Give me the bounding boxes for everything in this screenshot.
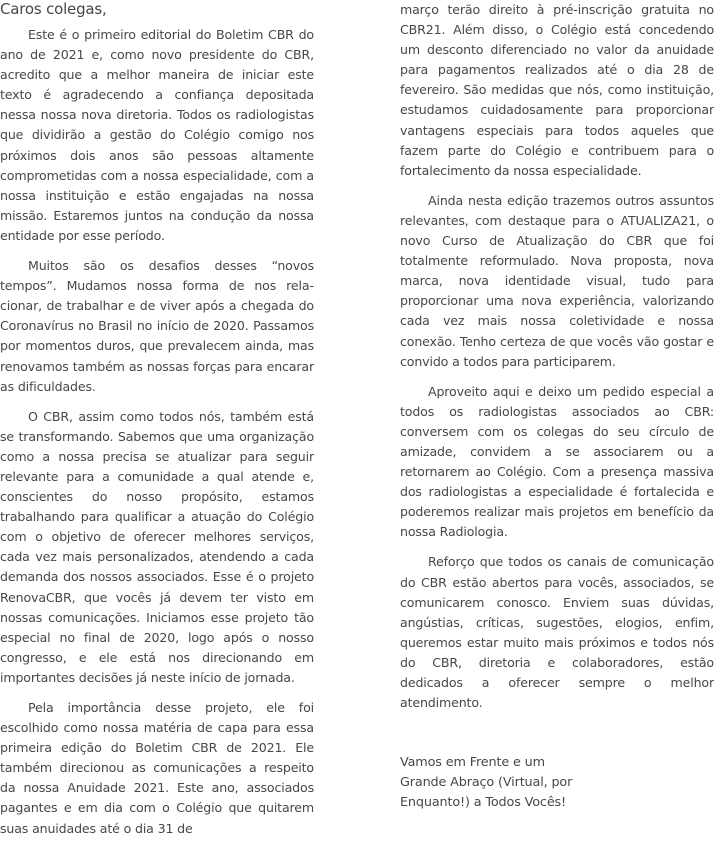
greeting: Caros colegas, bbox=[0, 0, 107, 18]
paragraph-challenges: Muitos são os desafios desses “novos tempos”. Mudamos nossa forma de nos relacionar, de trabalhar e de viver após a chegada do Coronavírus no Brasil no início de 2020. Passamos por momentos duros, que prevalecem ainda, mas renovamos também as nossas forças para encarar as dificuldades. bbox=[0, 258, 314, 394]
signoff-line: Enquanto!) a Todos Vocês! bbox=[400, 795, 567, 811]
paragraph-continuation: março terão direito à pré-inscrição gratuita no CBR21. Além disso, o Colégio está concedendo um desconto diferenciado no valor da anuidade para pagamentos realizados até o dia 28 de fevereiro. São medidas que nós, como instituição, estudamos cuidadosamente para proporcionar vantagens especiais para todos aqueles que fazem parte do Colégio e contribuem para o fortalecimento da nossa especialidade. bbox=[400, 2, 714, 178]
signoff-line: Vamos em Frente e um bbox=[400, 755, 545, 771]
paragraph-request: Aproveito aqui e deixo um pedido especial a todos os radiologistas associados ao CBR: conversem com os colegas do seu círculo de amizade, convidem a se associarem ou a retornarem ao Colégio. Com a presença massiva dos radiologistas a especialidade é fortalecida e poderemos realizar mais projetos em benefício da nossa Radiologia. bbox=[400, 383, 714, 540]
signoff bbox=[400, 753, 714, 813]
paragraph-intro: Este é o primeiro editorial do Boletim CBR do ano de 2021 e, como novo presidente do CBR, acredito que a melhor maneira de iniciar este texto é agradecendo a confiança depositada nessa nossa nova diretoria. Todos os radiologistas que dividirão a gestão do Colégio comigo nos próximos dois anos são pessoas altamente comprometidas com a nossa especialidade, com a nossa instituição e estão engajadas na nossa missão. Estaremos juntos na condução da nossa entidade por esse período. bbox=[0, 27, 314, 243]
paragraph-renovacbr: O CBR, assim como todos nós, também está se transformando. Sabemos que uma organização como a nossa precisa se atualizar para seguir relevante para a comunidade a qual atende e, conscientes do nosso propósito, estamos trabalhando para qualificar a atuação do Colégio com o objetivo de oferecer melhores serviços, cada vez mais personalizados, atendendo a cada demanda dos nossos associados. Esse é o projeto RenovaCBR, que vocês já devem ter visto em nossas comunicações. Iniciamos esse projeto tão especial no final de 2020, logo após o nosso congresso, e ele está nos direcionando em importantes decisões já neste início de jornada. bbox=[0, 408, 314, 685]
signoff-line: Grande Abraço (Virtual, por bbox=[400, 775, 573, 791]
left-column bbox=[0, 0, 314, 849]
paragraph-cover-story: Pela importância desse projeto, ele foi escolhido como nossa matéria de capa para essa primeira edição do Boletim CBR de 2021. Ele também direcionou as comunicações a respeito da nossa Anuidade 2021. Este ano, associados pagantes e em dia com o Colégio que quitarem suas anuidades até o dia 31 de bbox=[0, 700, 314, 836]
right-column bbox=[400, 0, 714, 813]
paragraph-atualiza21: Ainda nesta edição trazemos outros assuntos relevantes, com destaque para o ATUALIZA21, o novo Curso de Atualização do CBR que foi totalmente reformulado. Nova proposta, nova marca, nova identidade visual, tudo para proporcionar uma nova experiência, valorizando cada vez mais nossa coletividade e nossa conexão. Tenho certeza de que vocês vão gostar e convido a todos para participarem. bbox=[400, 192, 714, 369]
paragraph-channels: Reforço que todos os canais de comunicação do CBR estão abertos para vocês, associados, se comunicarem conosco. Enviem suas dúvidas, angústias, críticas, sugestões, elogios, enfim, queremos estar muito mais próximos e todos nós do CBR, diretoria e colaboradores, estão dedicados a oferecer sempre o melhor atendimento. bbox=[400, 554, 714, 711]
